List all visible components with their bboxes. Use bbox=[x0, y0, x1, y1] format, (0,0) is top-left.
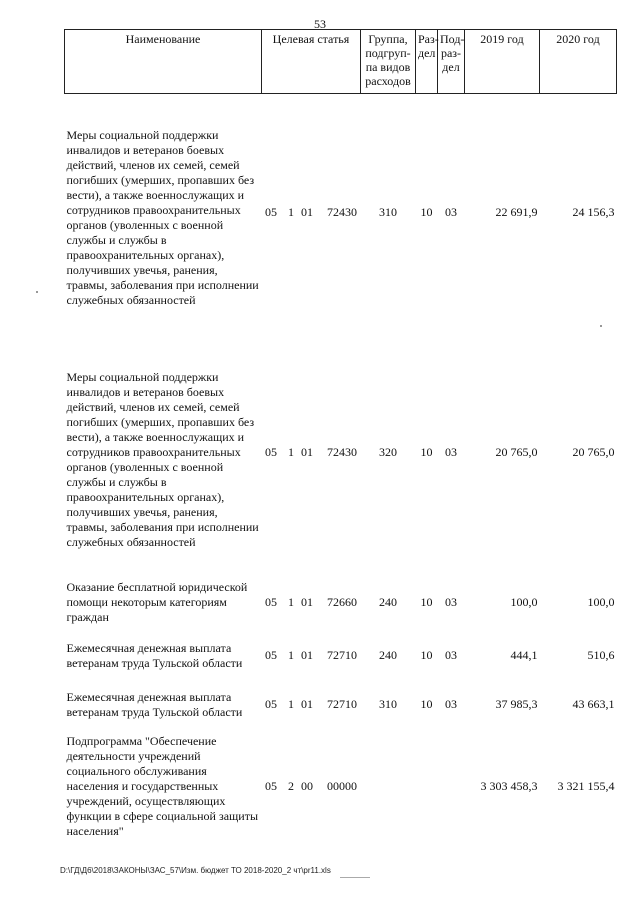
row-value-2019: 37 985,3 bbox=[495, 697, 538, 711]
row-section: 10 bbox=[420, 697, 433, 711]
table-row bbox=[65, 332, 617, 574]
table-row bbox=[65, 680, 617, 730]
footer-file-path: D:\ГД\Д6\2018\ЗАКОНЫ\ЗАС_57\Изм. бюджет ТО 2018-2020_2 чт\pr11.xls bbox=[60, 866, 331, 875]
code-subprogram: 1 bbox=[288, 595, 294, 609]
header-row bbox=[65, 30, 617, 94]
table-row bbox=[65, 94, 617, 332]
row-section bbox=[416, 730, 438, 844]
scan-speck bbox=[600, 325, 602, 327]
header-name: Наименование bbox=[65, 30, 262, 94]
row-subsection: 03 bbox=[445, 697, 457, 711]
row-target-code bbox=[262, 94, 361, 332]
code-subprogram: 2 bbox=[288, 779, 294, 793]
code-program: 05 bbox=[265, 205, 277, 220]
row-value-2019: 3 303 458,3 bbox=[480, 779, 538, 793]
header-subsection: Под- раз- дел bbox=[438, 30, 465, 94]
row-section: 10 bbox=[420, 595, 433, 609]
row-subsection: 03 bbox=[445, 648, 457, 662]
row-value-2019: 20 765,0 bbox=[495, 445, 538, 459]
header-year-2019: 2019 год bbox=[465, 30, 540, 94]
table-row bbox=[65, 730, 617, 844]
row-value-2020: 100,0 bbox=[587, 595, 615, 609]
code-program: 05 bbox=[265, 445, 277, 459]
budget-table bbox=[64, 29, 617, 844]
row-section: 10 bbox=[420, 205, 433, 220]
page-number: 53 bbox=[314, 17, 326, 31]
row-group: 310 bbox=[379, 205, 397, 220]
row-group: 240 bbox=[379, 648, 397, 662]
row-target-code bbox=[262, 632, 361, 680]
code-direction: 00000 bbox=[327, 779, 357, 793]
code-event: 01 bbox=[301, 205, 313, 220]
row-value-2019: 22 691,9 bbox=[495, 205, 538, 220]
code-subprogram: 1 bbox=[288, 205, 294, 220]
scan-speck bbox=[340, 877, 370, 878]
code-event: 01 bbox=[301, 697, 313, 711]
header-year-2020: 2020 год bbox=[540, 30, 617, 94]
code-program: 05 bbox=[265, 595, 277, 609]
row-value-2020: 43 663,1 bbox=[572, 697, 615, 711]
code-subprogram: 1 bbox=[288, 648, 294, 662]
row-section: 10 bbox=[420, 445, 433, 459]
row-name: Ежемесячная денежная выплата ветеранам труда Тульской области bbox=[66, 640, 243, 670]
row-section: 10 bbox=[420, 648, 433, 662]
header-group: Группа, подгруп- па видов расходов bbox=[361, 30, 416, 94]
row-name: Ежемесячная денежная выплата ветеранам труда Тульской области bbox=[66, 689, 243, 719]
row-value-2019: 100,0 bbox=[510, 595, 538, 609]
code-direction: 72710 bbox=[327, 697, 357, 711]
code-direction: 72430 bbox=[327, 205, 357, 220]
code-subprogram: 1 bbox=[288, 445, 294, 459]
row-value-2020: 20 765,0 bbox=[572, 445, 615, 459]
row-group: 310 bbox=[379, 697, 397, 711]
code-event: 00 bbox=[301, 779, 313, 793]
row-group bbox=[361, 730, 416, 844]
row-subsection bbox=[438, 730, 465, 844]
row-value-2020: 3 321 155,4 bbox=[557, 779, 615, 793]
row-value-2020: 510,6 bbox=[587, 648, 615, 662]
row-name: Оказание бесплатной юридической помощи некоторым категориям граждан bbox=[66, 580, 248, 624]
code-subprogram: 1 bbox=[288, 697, 294, 711]
row-name: Подпрограмма "Обеспечение деятельности учреждений социального обслуживания населения и государственных учреждений, осуществляющих функции в сфере социальной защиты населения" bbox=[66, 734, 259, 838]
row-target-code bbox=[262, 680, 361, 730]
code-event: 01 bbox=[301, 445, 313, 459]
header-target: Целевая статья bbox=[262, 30, 361, 94]
row-subsection: 03 bbox=[445, 595, 457, 609]
row-name: Меры социальной поддержки инвалидов и ветеранов боевых действий, членов их семей, семей погибших (умерших, пропавших без вести), а также военнослужащих и сотрудников правоохранительных органов (уволенных с военной службы и службы в правоохранительных органах), получивших увечья, ранения, травмы, заболевания при исполнении служебных обязанностей bbox=[66, 369, 259, 549]
code-program: 05 bbox=[265, 779, 277, 793]
row-group: 240 bbox=[379, 595, 397, 609]
row-value-2019: 444,1 bbox=[510, 648, 538, 662]
code-event: 01 bbox=[301, 595, 313, 609]
table-row bbox=[65, 632, 617, 680]
code-program: 05 bbox=[265, 697, 277, 711]
code-direction: 72430 bbox=[327, 445, 357, 459]
row-name: Меры социальной поддержки инвалидов и ветеранов боевых действий, членов их семей, семей погибших (умерших, пропавших без вести), а также военнослужащих и сотрудников правоохранительных органов (уволенных с военной службы и службы в правоохранительных органах), получивших увечья, ранения, травмы, заболевания при исполнении служебных обязанностей bbox=[66, 127, 259, 307]
row-target-code bbox=[262, 332, 361, 574]
row-subsection: 03 bbox=[445, 445, 457, 459]
code-event: 01 bbox=[301, 648, 313, 662]
table-row bbox=[65, 574, 617, 632]
row-value-2020: 24 156,3 bbox=[572, 205, 615, 220]
row-group: 320 bbox=[379, 445, 397, 459]
row-target-code bbox=[262, 730, 361, 844]
code-direction: 72710 bbox=[327, 648, 357, 662]
header-section: Раз- дел bbox=[416, 30, 438, 94]
scan-speck bbox=[36, 291, 38, 293]
row-subsection: 03 bbox=[445, 205, 457, 220]
row-target-code bbox=[262, 574, 361, 632]
code-direction: 72660 bbox=[327, 595, 357, 609]
code-program: 05 bbox=[265, 648, 277, 662]
